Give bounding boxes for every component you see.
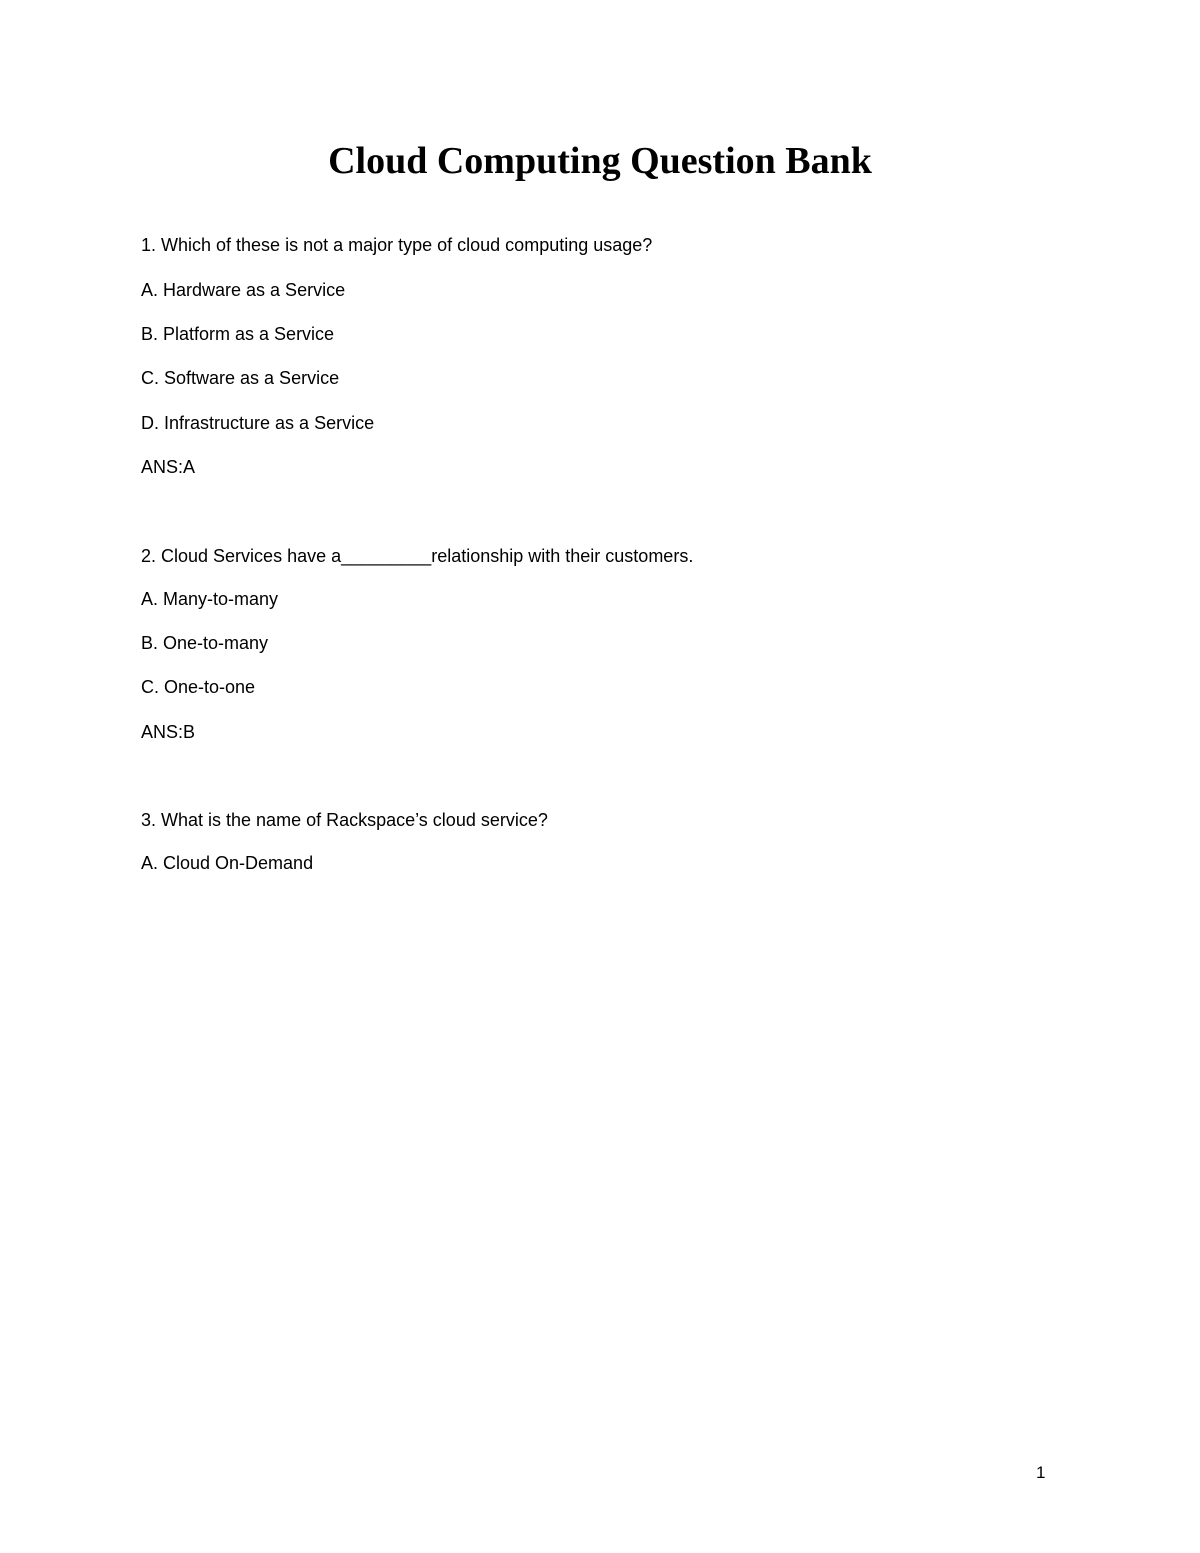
document-title: Cloud Computing Question Bank [328, 140, 872, 182]
question-1-option-b: B. Platform as a Service [141, 324, 335, 344]
page-number: 1 [1036, 1463, 1046, 1482]
question-1-option-a: A. Hardware as a Service [141, 280, 346, 300]
question-2-option-c: C. One-to-one [141, 677, 256, 697]
question-2-answer: ANS:B [141, 722, 196, 742]
question-2-option-b: B. One-to-many [141, 633, 269, 653]
question-2-option-a: A. Many-to-many [141, 589, 279, 609]
question-3-option-a: A. Cloud On-Demand [141, 853, 314, 873]
question-1-text: 1. Which of these is not a major type of cloud computing usage? [141, 235, 653, 255]
question-1-option-d: D. Infrastructure as a Service [141, 413, 375, 433]
question-2-text: 2. Cloud Services have a_________relationship with their customers. [141, 546, 694, 566]
question-1-answer: ANS:A [141, 457, 196, 477]
question-1-option-c: C. Software as a Service [141, 368, 340, 388]
question-3-text: 3. What is the name of Rackspace’s cloud service? [141, 810, 548, 830]
